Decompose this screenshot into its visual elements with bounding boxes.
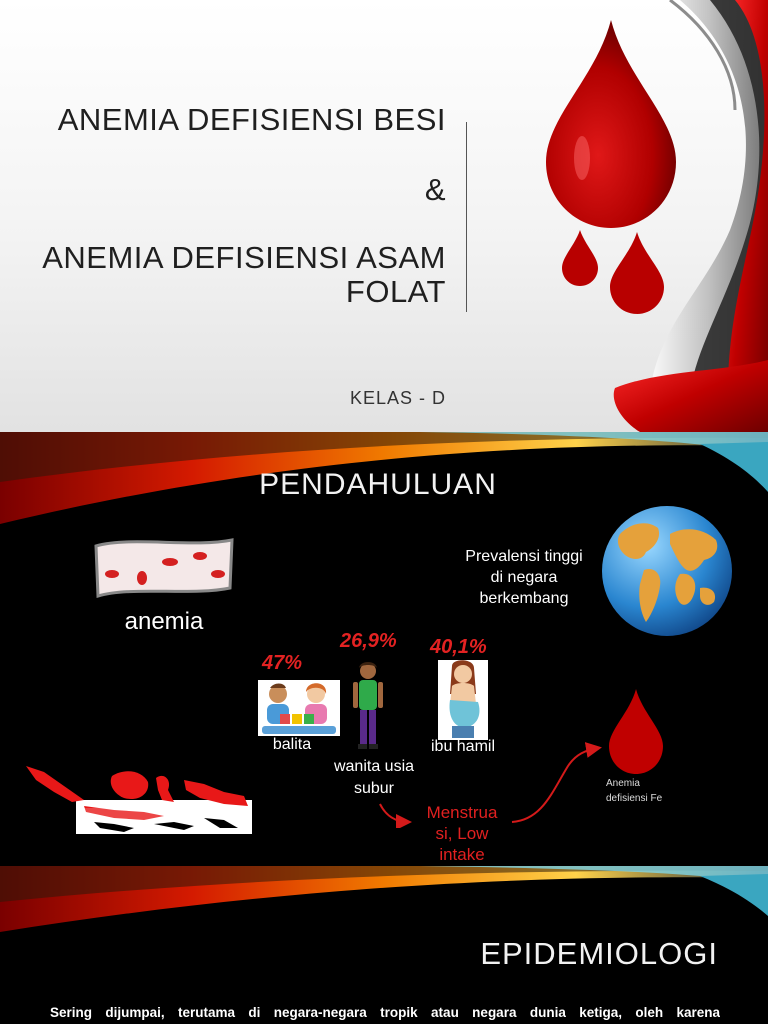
blood-drop-icon [544, 18, 678, 230]
header-swoosh [0, 866, 768, 936]
pregnant-woman-icon [438, 660, 488, 740]
globe-icon [600, 504, 734, 638]
slide-title: EPIDEMIOLOGI [480, 936, 718, 971]
title-line-1: ANEMIA DEFISIENSI BESI [57, 102, 446, 137]
indonesia-map-icon [24, 762, 252, 848]
slide-title: PENDAHULUAN [259, 468, 497, 501]
children-icon [258, 680, 340, 736]
title-line-3: FOLAT [345, 274, 446, 309]
result-text: Anemia defisiensi Fe [606, 778, 663, 804]
blood-drop-small-icon [561, 229, 599, 287]
blood-drop-icon [608, 688, 664, 776]
title-ampersand: & [424, 172, 446, 207]
label-balita: balita [272, 736, 312, 753]
slide-epidemiologi [0, 866, 768, 1024]
anemia-label: anemia [124, 608, 204, 635]
cause-text: Menstrua si, Low intake [426, 803, 498, 864]
body-text: Sering dijumpai, terutama di negara-negara tropik atau negara dunia ketiga, oleh karena [50, 1005, 720, 1020]
blood-drop-small-icon [609, 231, 665, 315]
slide-pendahuluan [0, 432, 768, 866]
percent-ibu-hamil: 40,1% [430, 636, 487, 658]
title-line-2: ANEMIA DEFISIENSI ASAM [42, 240, 446, 275]
label-wanita-usia-subur: wanita usia subur [333, 758, 415, 797]
percent-wanita-usia-subur: 26,9% [340, 630, 397, 652]
title-divider [466, 122, 467, 312]
slide-title [0, 0, 768, 432]
percent-balita: 47% [262, 652, 303, 674]
prevalence-text: Prevalensi tinggi di negara berkembang [465, 548, 583, 607]
subtitle: KELAS - D [349, 388, 446, 408]
label-ibu-hamil: ibu hamil [430, 738, 496, 755]
blood-vessel-icon [92, 536, 236, 600]
